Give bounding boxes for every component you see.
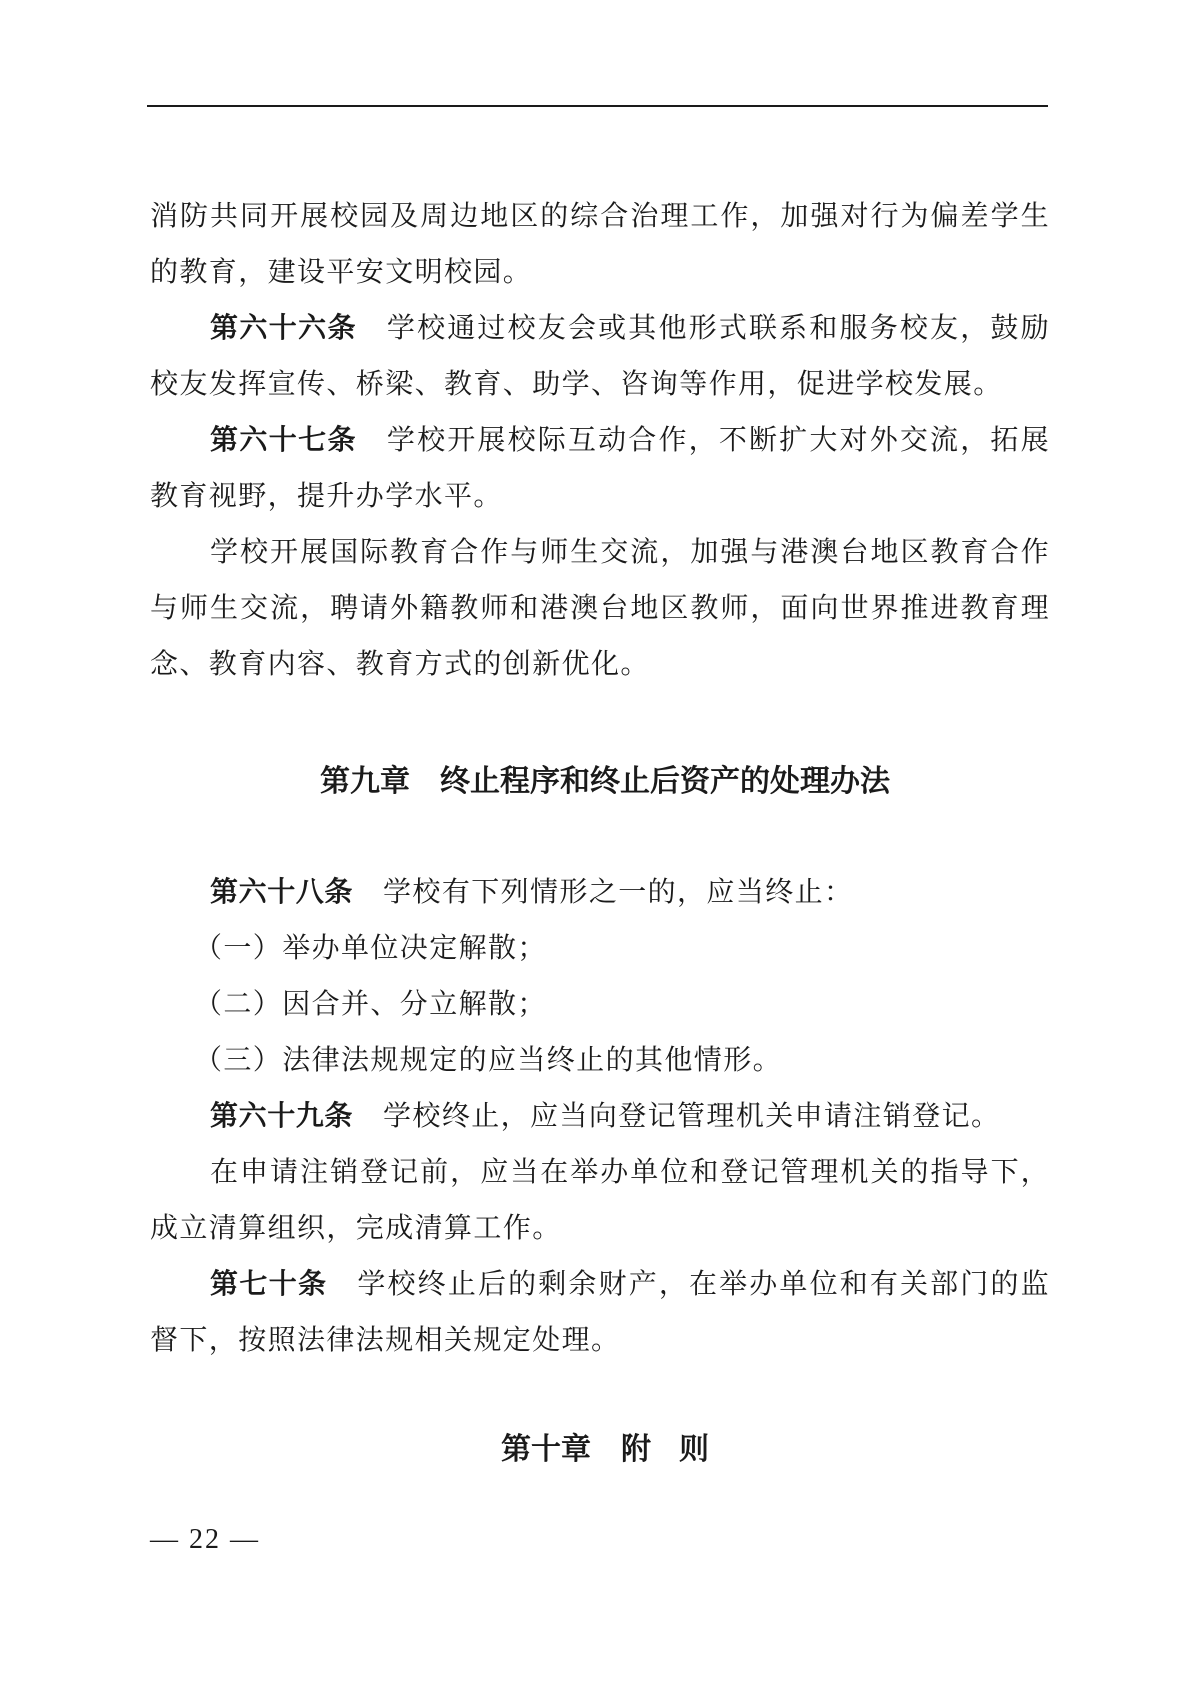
article-label: 第六十六条 [210,311,357,344]
article-label: 第七十条 [210,1267,328,1300]
chapter-number: 第十章 [501,1432,591,1467]
paragraph-text: 在申请注销登记前，应当在举办单位和登记管理机关的指导下，成立清算组织，完成清算工作。 [150,1155,1050,1244]
article-label: 第六十八条 [210,875,354,908]
header-rule [147,105,1048,107]
article-69 [150,1088,1050,1144]
list-item-text: （二）因合并、分立解散； [194,987,547,1020]
article-67 [150,412,1050,524]
paragraph-text: 消防共同开展校园及周边地区的综合治理工作，加强对行为偏差学生的教育，建设平安文明校园。 [150,199,1050,288]
article-text: 学校有下列情形之一的，应当终止： [383,875,854,908]
article-66 [150,300,1050,412]
article-text: 学校终止，应当向登记管理机关申请注销登记。 [383,1099,1001,1132]
list-item-2 [150,976,1050,1032]
article-label: 第六十九条 [210,1099,354,1132]
chapter-title-part-1: 附 [621,1432,651,1467]
paragraph-continuation [150,188,1050,300]
article-69-paragraph-2 [150,1144,1050,1256]
page-number: — 22 — [150,1524,260,1555]
article-text: 学校开展校际互动合作，不断扩大对外交流，拓展教育视野，提升办学水平。 [150,423,1050,512]
list-item-3 [150,1032,1050,1088]
chapter-10-heading [150,1420,1050,1480]
article-68 [150,864,1050,920]
paragraph-text: 学校开展国际教育合作与师生交流，加强与港澳台地区教育合作与师生交流，聘请外籍教师和港澳台地区教师，面向世界推进教育理念、教育内容、教育方式的创新优化。 [150,535,1050,680]
article-text: 学校通过校友会或其他形式联系和服务校友，鼓励校友发挥宣传、桥梁、教育、助学、咨询等作用，促进学校发展。 [150,311,1050,400]
chapter-9-heading [150,752,1050,812]
article-text: 学校终止后的剩余财产，在举办单位和有关部门的监督下，按照法律法规相关规定处理。 [150,1267,1051,1356]
article-70 [150,1256,1050,1368]
article-67-paragraph-2 [150,524,1050,692]
article-label: 第六十七条 [210,423,357,456]
list-item-text: （三）法律法规规定的应当终止的其他情形。 [194,1043,783,1076]
list-item-1 [150,920,1050,976]
chapter-title: 终止程序和终止后资产的处理办法 [440,764,890,799]
list-item-text: （一）举办单位决定解散； [194,931,547,964]
page-body [150,188,1050,1480]
chapter-number: 第九章 [320,764,410,799]
chapter-title-part-2: 则 [679,1432,709,1467]
